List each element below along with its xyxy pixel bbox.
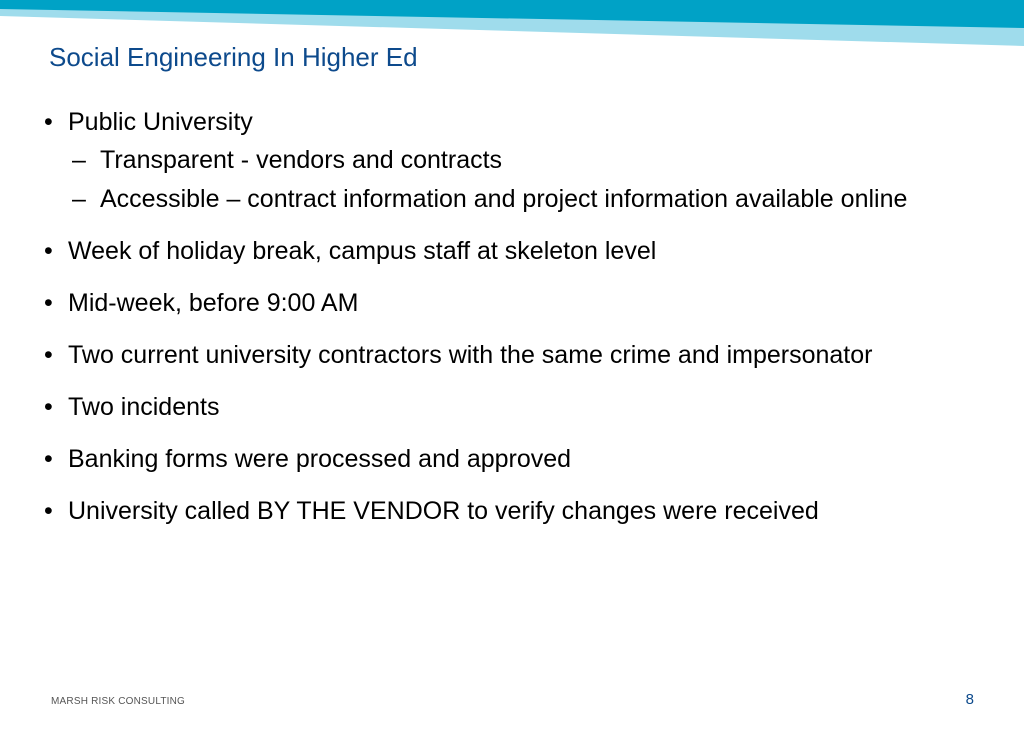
bullet-marker: • [44, 289, 53, 317]
dash-marker: – [72, 146, 86, 174]
bullet-text: Banking forms were processed and approved [68, 445, 572, 473]
bullet-item [44, 391, 1004, 423]
bullet-item [44, 443, 1004, 475]
slide-title: Social Engineering In Higher Ed [49, 42, 418, 72]
bullet-text: Two incidents [68, 393, 220, 421]
bullet-marker: • [44, 108, 53, 136]
bullet-marker: • [44, 497, 53, 525]
bullet-item [44, 106, 1004, 215]
bullet-list [44, 106, 1004, 547]
bullet-item [44, 235, 1004, 267]
bullet-item [44, 495, 1004, 527]
dash-marker: – [72, 185, 86, 213]
bullet-text: Week of holiday break, campus staff at skeleton level [68, 237, 657, 265]
bullet-marker: • [44, 237, 53, 265]
bullet-marker: • [44, 445, 53, 473]
page-number: 8 [965, 691, 974, 708]
bullet-text: University called BY THE VENDOR to verify changes were received [68, 497, 819, 525]
bullet-text: Public University [68, 108, 253, 136]
bullet-item [44, 287, 1004, 319]
bullet-marker: • [44, 393, 53, 421]
sub-bullet-item [68, 183, 1004, 215]
bullet-text: Two current university contractors with the same crime and impersonator [68, 341, 873, 369]
sub-bullet-text: Transparent - vendors and contracts [100, 146, 503, 174]
sub-bullet-text: Accessible – contract information and project information available online [100, 185, 908, 213]
sub-bullet-item [68, 144, 1004, 176]
footer-company: MARSH RISK CONSULTING [51, 696, 186, 707]
bullet-item [44, 339, 1004, 371]
sub-bullet-list [68, 144, 1004, 215]
bullet-text: Mid-week, before 9:00 AM [68, 289, 359, 317]
bullet-marker: • [44, 341, 53, 369]
